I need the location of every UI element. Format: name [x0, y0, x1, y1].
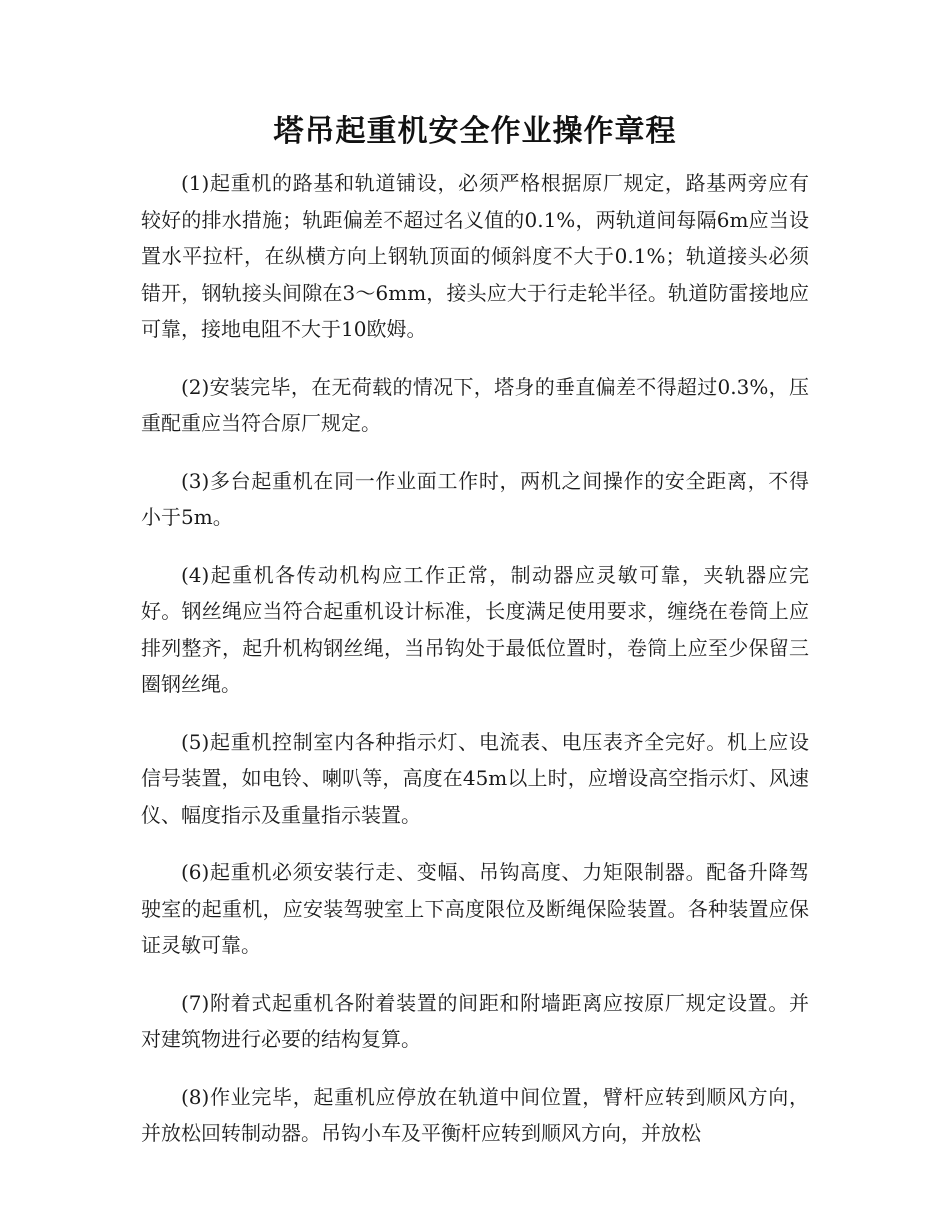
paragraph-8: (8)作业完毕，起重机应停放在轨道中间位置，臂杆应转到顺风方向，并放松回转制动器。吊钩小车及平衡杆应转到顺风方向，并放松 [141, 1084, 809, 1145]
paragraph-4: (4)起重机各传动机构应工作正常，制动器应灵敏可靠，夹轨器应完好。钢丝绳应当符合起重机设计标准，长度满足使用要求，缠绕在卷筒上应排列整齐，起升机构钢丝绳，当吊钩处于最低位置时，卷筒上应至少保留三圈钢丝绳。 [141, 562, 809, 696]
paragraph-6: (6)起重机必须安装行走、变幅、吊钩高度、力矩限制器。配备升降驾驶室的起重机，应安装驾驶室上下高度限位及断绳保险装置。各种装置应保证灵敏可靠。 [141, 860, 809, 957]
document-body [141, 165, 809, 1152]
paragraph-2: (2)安装完毕，在无荷载的情况下，塔身的垂直偏差不得超过0.3%，压重配重应当符合原厂规定。 [141, 374, 809, 435]
page-title: 塔吊起重机安全作业操作章程 [273, 114, 677, 149]
paragraph-3: (3)多台起重机在同一作业面工作时，两机之间操作的安全距离，不得小于5m。 [141, 468, 809, 529]
paragraph-5: (5)起重机控制室内各种指示灯、电流表、电压表齐全完好。机上应设信号装置，如电铃、喇叭等，高度在45m以上时，应增设高空指示灯、风速仪、幅度指示及重量指示装置。 [141, 729, 809, 827]
paragraph-1: (1)起重机的路基和轨道铺设，必须严格根据原厂规定，路基两旁应有较好的排水措施；轨距偏差不超过名义值的0.1%，两轨道间每隔6m应当设置水平拉杆，在纵横方向上钢轨顶面的倾斜度不大于0.1%；轨道接头必须错开，钢轨接头间隙在3～6mm，接头应大于行走轮半径。轨道防雷接地应可靠，接地电阻不大于10欧姆。 [141, 171, 809, 341]
paragraph-7: (7)附着式起重机各附着装置的间距和附墙距离应按原厂规定设置。并对建筑物进行必要的结构复算。 [141, 990, 809, 1051]
